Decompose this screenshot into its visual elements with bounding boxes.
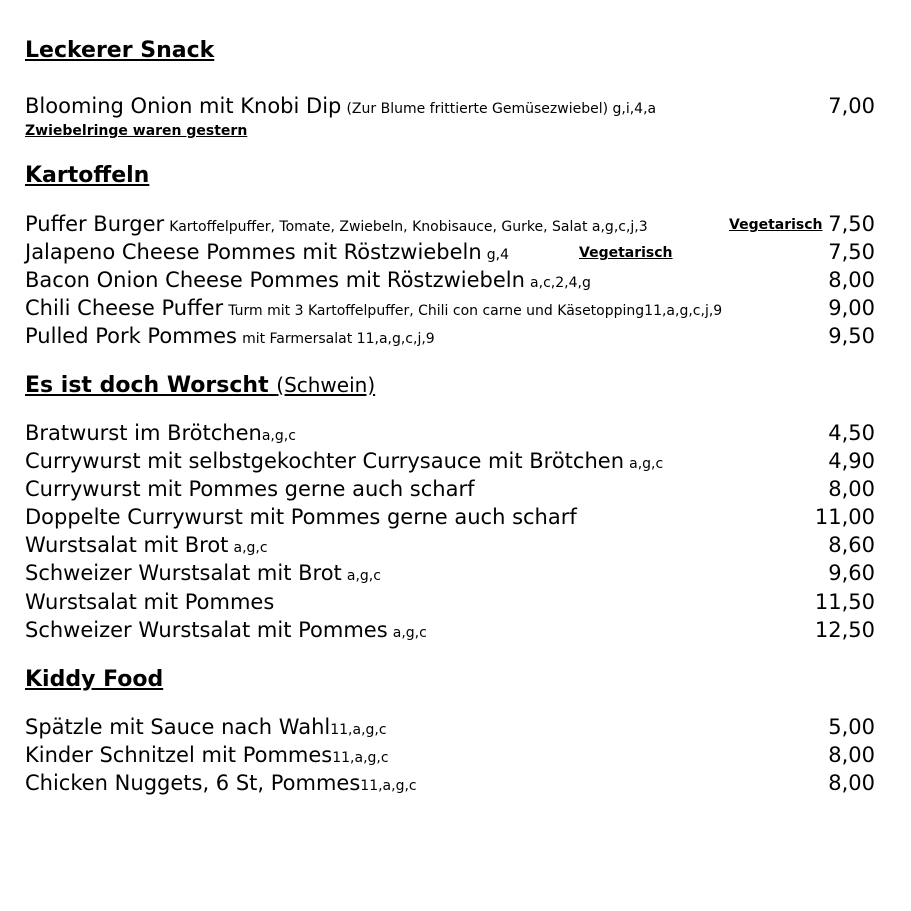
item-detail: Turm mit 3 Kartoffelpuffer, Chili con carne und Käsetopping11,a,g,c,j,9 xyxy=(228,303,723,319)
section-subtitle: (Schwein) xyxy=(276,373,376,397)
item-name: Currywurst mit selbstgekochter Currysauce mit Brötchen xyxy=(25,449,625,473)
item-price: 8,00 xyxy=(828,771,875,795)
item-name: Jalapeno Cheese Pommes mit Röstzwiebeln xyxy=(25,240,482,264)
item-price: 12,50 xyxy=(814,618,875,642)
item-price: 9,60 xyxy=(828,561,875,585)
item-price: 5,00 xyxy=(828,715,875,739)
menu-item xyxy=(25,324,875,352)
item-price: 4,90 xyxy=(828,449,875,473)
item-name: Bratwurst im Brötchen xyxy=(25,421,262,445)
item-detail: a,g,c xyxy=(629,456,664,472)
item-name: Bacon Onion Cheese Pommes mit Röstzwiebeln xyxy=(25,268,525,292)
item-detail: mit Farmersalat 11,a,g,c,j,9 xyxy=(242,331,435,347)
menu-item xyxy=(25,743,875,771)
section-heading-snack: Leckerer Snack xyxy=(25,38,215,63)
menu-item xyxy=(25,618,875,646)
menu-item xyxy=(25,240,875,268)
item-detail: g,4 xyxy=(486,247,509,263)
menu-item xyxy=(25,715,875,743)
item-note: Zwiebelringe waren gestern xyxy=(25,123,248,139)
item-price: 9,50 xyxy=(828,324,875,348)
item-detail: a,g,c xyxy=(261,428,296,444)
item-name: Chicken Nuggets, 6 St, Pommes xyxy=(25,771,361,795)
menu-item xyxy=(25,477,875,505)
item-name: Schweizer Wurstsalat mit Pommes xyxy=(25,618,388,642)
item-price: 7,00 xyxy=(828,94,875,118)
section-heading-worscht xyxy=(25,373,375,398)
menu-item xyxy=(25,212,875,240)
vegetarian-badge: Vegetarisch xyxy=(579,245,673,261)
item-name: Doppelte Currywurst mit Pommes gerne auch scharf xyxy=(25,505,577,529)
item-price: 9,00 xyxy=(828,296,875,320)
item-name: Chili Cheese Puffer xyxy=(25,296,224,320)
item-price: 8,00 xyxy=(828,268,875,292)
menu-item xyxy=(25,94,875,122)
item-detail: a,g,c xyxy=(346,568,381,584)
item-detail: Kartoffelpuffer, Tomate, Zwiebeln, Knobisauce, Gurke, Salat a,g,c,j,3 xyxy=(169,219,648,235)
vegetarian-badge: Vegetarisch xyxy=(729,217,823,233)
item-detail: a,g,c xyxy=(233,540,268,556)
item-price: 11,00 xyxy=(814,505,875,529)
item-name: Kinder Schnitzel mit Pommes xyxy=(25,743,333,767)
menu-item xyxy=(25,533,875,561)
item-detail: 11,a,g,c xyxy=(332,750,389,766)
item-name: Spätzle mit Sauce nach Wahl xyxy=(25,715,331,739)
section-heading-kiddy: Kiddy Food xyxy=(25,667,164,692)
item-price: 7,50 xyxy=(828,240,875,264)
item-detail: 11,a,g,c xyxy=(360,778,417,794)
section-title: Es ist doch Worscht xyxy=(25,373,269,398)
item-detail: 11,a,g,c xyxy=(330,722,387,738)
item-name: Schweizer Wurstsalat mit Brot xyxy=(25,561,342,585)
item-detail: a,c,2,4,g xyxy=(530,275,591,291)
item-price: 8,00 xyxy=(828,477,875,501)
item-name: Currywurst mit Pommes gerne auch scharf xyxy=(25,477,475,501)
section-heading-kartoffeln: Kartoffeln xyxy=(25,163,150,188)
item-detail: a,g,c xyxy=(392,625,427,641)
item-price: 8,60 xyxy=(828,533,875,557)
item-price: 11,50 xyxy=(814,590,875,614)
item-price: 7,50 xyxy=(828,212,875,236)
menu-item xyxy=(25,771,875,799)
item-price: 8,00 xyxy=(828,743,875,767)
item-price: 4,50 xyxy=(828,421,875,445)
menu-item xyxy=(25,561,875,589)
menu-item xyxy=(25,421,875,449)
item-name: Wurstsalat mit Brot xyxy=(25,533,229,557)
item-name: Puffer Burger xyxy=(25,212,165,236)
item-detail: (Zur Blume frittierte Gemüsezwiebel) g,i,4,a xyxy=(346,101,657,117)
menu-item xyxy=(25,590,875,618)
menu-item xyxy=(25,449,875,477)
item-name: Wurstsalat mit Pommes xyxy=(25,590,275,614)
item-name: Blooming Onion mit Knobi Dip xyxy=(25,94,342,118)
menu-item xyxy=(25,268,875,296)
menu-item xyxy=(25,505,875,533)
menu-item xyxy=(25,296,875,324)
item-name: Pulled Pork Pommes xyxy=(25,324,237,348)
